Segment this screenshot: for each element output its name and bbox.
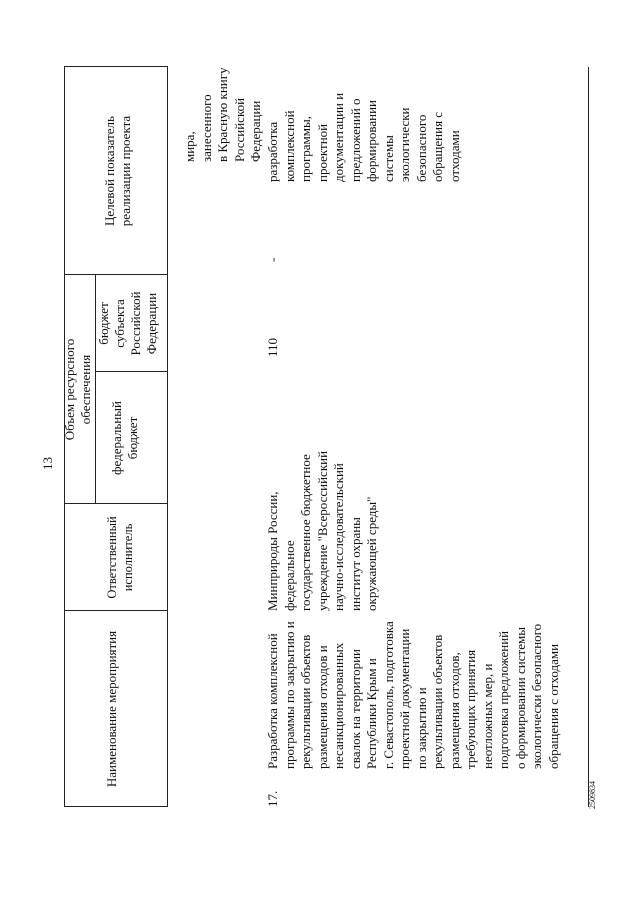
header-name-text: Наименование мероприятия [104,630,119,788]
row-name-line: рекультивации объектов [430,634,445,769]
row-subject-budget: - [265,257,280,262]
header-bottom-rule [167,67,168,807]
row-name-line: требующих принятия [463,649,478,769]
carryover-line: Федерации [248,100,263,162]
footer-code: 2509834 [588,781,597,809]
row-name-line: экологически безопасного [529,623,544,769]
header-subject [96,275,160,372]
row-name-line: Разработка комплексной [265,633,280,769]
row-target-line: предложений о [347,98,363,182]
row-name-line: размещения отходов, [446,652,462,769]
header-resource-group [62,275,94,504]
header-name [104,611,120,807]
header-subject-line1: бюджет [96,302,111,345]
row-name-line: о формировании системы [512,627,528,769]
row-name [265,599,562,769]
carryover-target [182,67,265,162]
header-subject-line4: Федерации [144,292,159,355]
row-name-line: размещения отходов и [314,645,330,769]
row-target-line: документации и [331,92,346,182]
row-target-line: программы, [298,116,313,182]
header-executor-text: Ответственный исполнитель [105,516,135,599]
row-number: 17. [265,790,280,807]
row-name-line: программы по закрытию и [281,621,297,769]
row-target-line: обращения с [430,111,445,182]
row-name-line: проектной документации [397,628,412,769]
table-bottom-rule [588,67,589,807]
row-target-line: проектной [314,123,330,182]
row-name-line: по закрытию и [413,687,429,769]
row-executor-line: федеральное [281,540,297,611]
row-name-line: рекультивации объектов [298,634,313,769]
header-target [102,67,134,275]
row-name-line: свалок на территории [347,649,363,769]
row-target-line: экологически [397,107,412,182]
row-target-line: безопасного [413,114,429,182]
row-executor-line: Минприроды России, [265,491,280,611]
header-resource-line1: Объем ресурсного [62,338,77,441]
row-target-line: разработка [265,121,280,182]
header-executor [104,504,136,611]
row-target-line: отходами [446,130,462,182]
carryover-line: Российской [231,97,247,162]
carryover-line: в Красную книгу [215,67,230,162]
row-executor-line: государственное бюджетное [298,454,313,611]
header-subject-line2: субъекта [112,299,127,348]
page-number: 13 [40,457,55,470]
header-federal-line1: федеральный [109,401,124,475]
row-executor-line: окружающей среды" [364,496,379,611]
row-name-line: подготовка предложений [496,630,511,769]
header-target-line1: Целевой показатель [102,116,117,226]
row-name-line: несанкционированных [331,642,346,769]
header-target-line2: реализации проекта [118,115,133,227]
row-name-line: обращения с отходами [545,643,561,769]
header-resource-line2: обеспечения [78,354,93,425]
header-federal-line2: бюджет [125,416,140,460]
row-target-line: системы [380,135,396,182]
row-target-line: комплексной [281,110,297,182]
row-federal-budget: 110 [265,337,280,357]
carryover-line: мира, занесенного [182,94,214,162]
row-target-line: формировании [364,99,379,182]
row-name-line: Республики Крым и [364,658,379,769]
row-executor-line: институт охраны [347,517,363,611]
row-target [265,67,463,182]
row-name-line: г. Севастополь, подготовка [380,621,396,769]
header-federal [109,372,141,504]
row-executor [265,426,381,611]
row-executor-line: научно-исследовательский [331,463,346,611]
header-subject-line3: Российской [128,291,143,356]
row-name-line: неотложных мер, и [479,663,495,769]
row-executor-line: учреждение "Всероссийский [314,450,330,611]
table [64,67,589,807]
